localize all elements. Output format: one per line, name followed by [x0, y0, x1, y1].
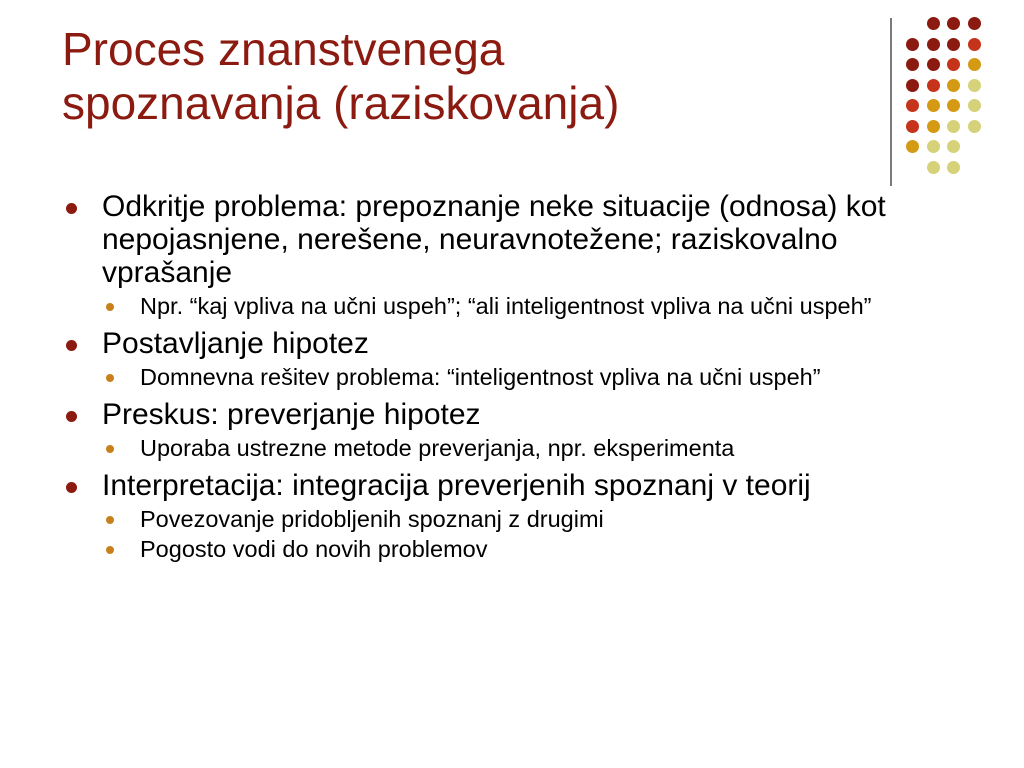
decorative-dot — [968, 58, 981, 71]
title-line-2: spoznavanja (raziskovanja) — [62, 77, 620, 129]
decorative-dot — [968, 17, 981, 30]
decorative-dot — [947, 79, 960, 92]
bullet-text: Postavljanje hipotez — [102, 327, 369, 360]
bullet-text: Interpretacija: integracija preverjenih spoznanj v teorij — [102, 469, 811, 502]
bullet-item — [62, 327, 962, 360]
decorative-dot — [906, 99, 919, 112]
sub-bullet-text: Povezovanje pridobljenih spoznanj z drugimi — [140, 506, 604, 532]
decorative-dot — [906, 140, 919, 153]
decorative-dot — [947, 17, 960, 30]
bullet-item — [62, 469, 962, 502]
decorative-dot — [947, 99, 960, 112]
sub-bullet-item — [62, 293, 962, 319]
bullet-list — [62, 190, 962, 570]
decorative-dot — [968, 79, 981, 92]
sub-bullet-item — [62, 364, 962, 390]
decorative-dot — [947, 161, 960, 174]
decorative-dot — [968, 38, 981, 51]
decorative-dot — [927, 79, 940, 92]
sub-bullet-item — [62, 536, 962, 562]
decorative-dot — [906, 79, 919, 92]
bullet-icon — [66, 411, 77, 422]
decorative-dot — [927, 161, 940, 174]
decorative-dot — [927, 17, 940, 30]
decorative-dot — [906, 38, 919, 51]
bullet-icon — [66, 203, 77, 214]
decorative-dot — [947, 140, 960, 153]
decorative-dot — [906, 120, 919, 133]
decorative-dot — [927, 140, 940, 153]
decorative-dot — [947, 120, 960, 133]
sub-bullet-text: Pogosto vodi do novih problemov — [140, 536, 488, 562]
sub-bullet-item — [62, 435, 962, 461]
sub-bullet-text: Uporaba ustrezne metode preverjanja, npr. eksperimenta — [140, 435, 735, 461]
decorative-dot — [927, 58, 940, 71]
sub-bullet-icon — [106, 374, 114, 382]
decorative-dot — [968, 120, 981, 133]
sub-bullet-icon — [106, 303, 114, 311]
decorative-dot-grid — [0, 0, 1024, 200]
bullet-text: Odkritje problema: prepoznanje neke situacije (odnosa) kot nepojasnjene, nerešene, neuravnotežene; raziskovalno vprašanje — [102, 190, 886, 289]
decorative-dot — [906, 58, 919, 71]
sub-bullet-text: Domnevna rešitev problema: “inteligentnost vpliva na učni uspeh” — [140, 364, 821, 390]
decorative-dot — [927, 38, 940, 51]
bullet-icon — [66, 482, 77, 493]
bullet-icon — [66, 340, 77, 351]
decorative-dot — [927, 99, 940, 112]
sub-bullet-icon — [106, 516, 114, 524]
title-line-1: Proces znanstvenega — [62, 23, 505, 75]
bullet-item — [62, 398, 962, 431]
decorative-dot — [968, 99, 981, 112]
sub-bullet-item — [62, 506, 962, 532]
sub-bullet-text: Npr. “kaj vpliva na učni uspeh”; “ali inteligentnost vpliva na učni uspeh” — [140, 293, 872, 319]
decorative-dot — [927, 120, 940, 133]
decorative-dot — [947, 58, 960, 71]
bullet-item — [62, 190, 962, 289]
sub-bullet-icon — [106, 445, 114, 453]
decorative-dot — [947, 38, 960, 51]
sub-bullet-icon — [106, 546, 114, 554]
bullet-text: Preskus: preverjanje hipotez — [102, 398, 481, 431]
